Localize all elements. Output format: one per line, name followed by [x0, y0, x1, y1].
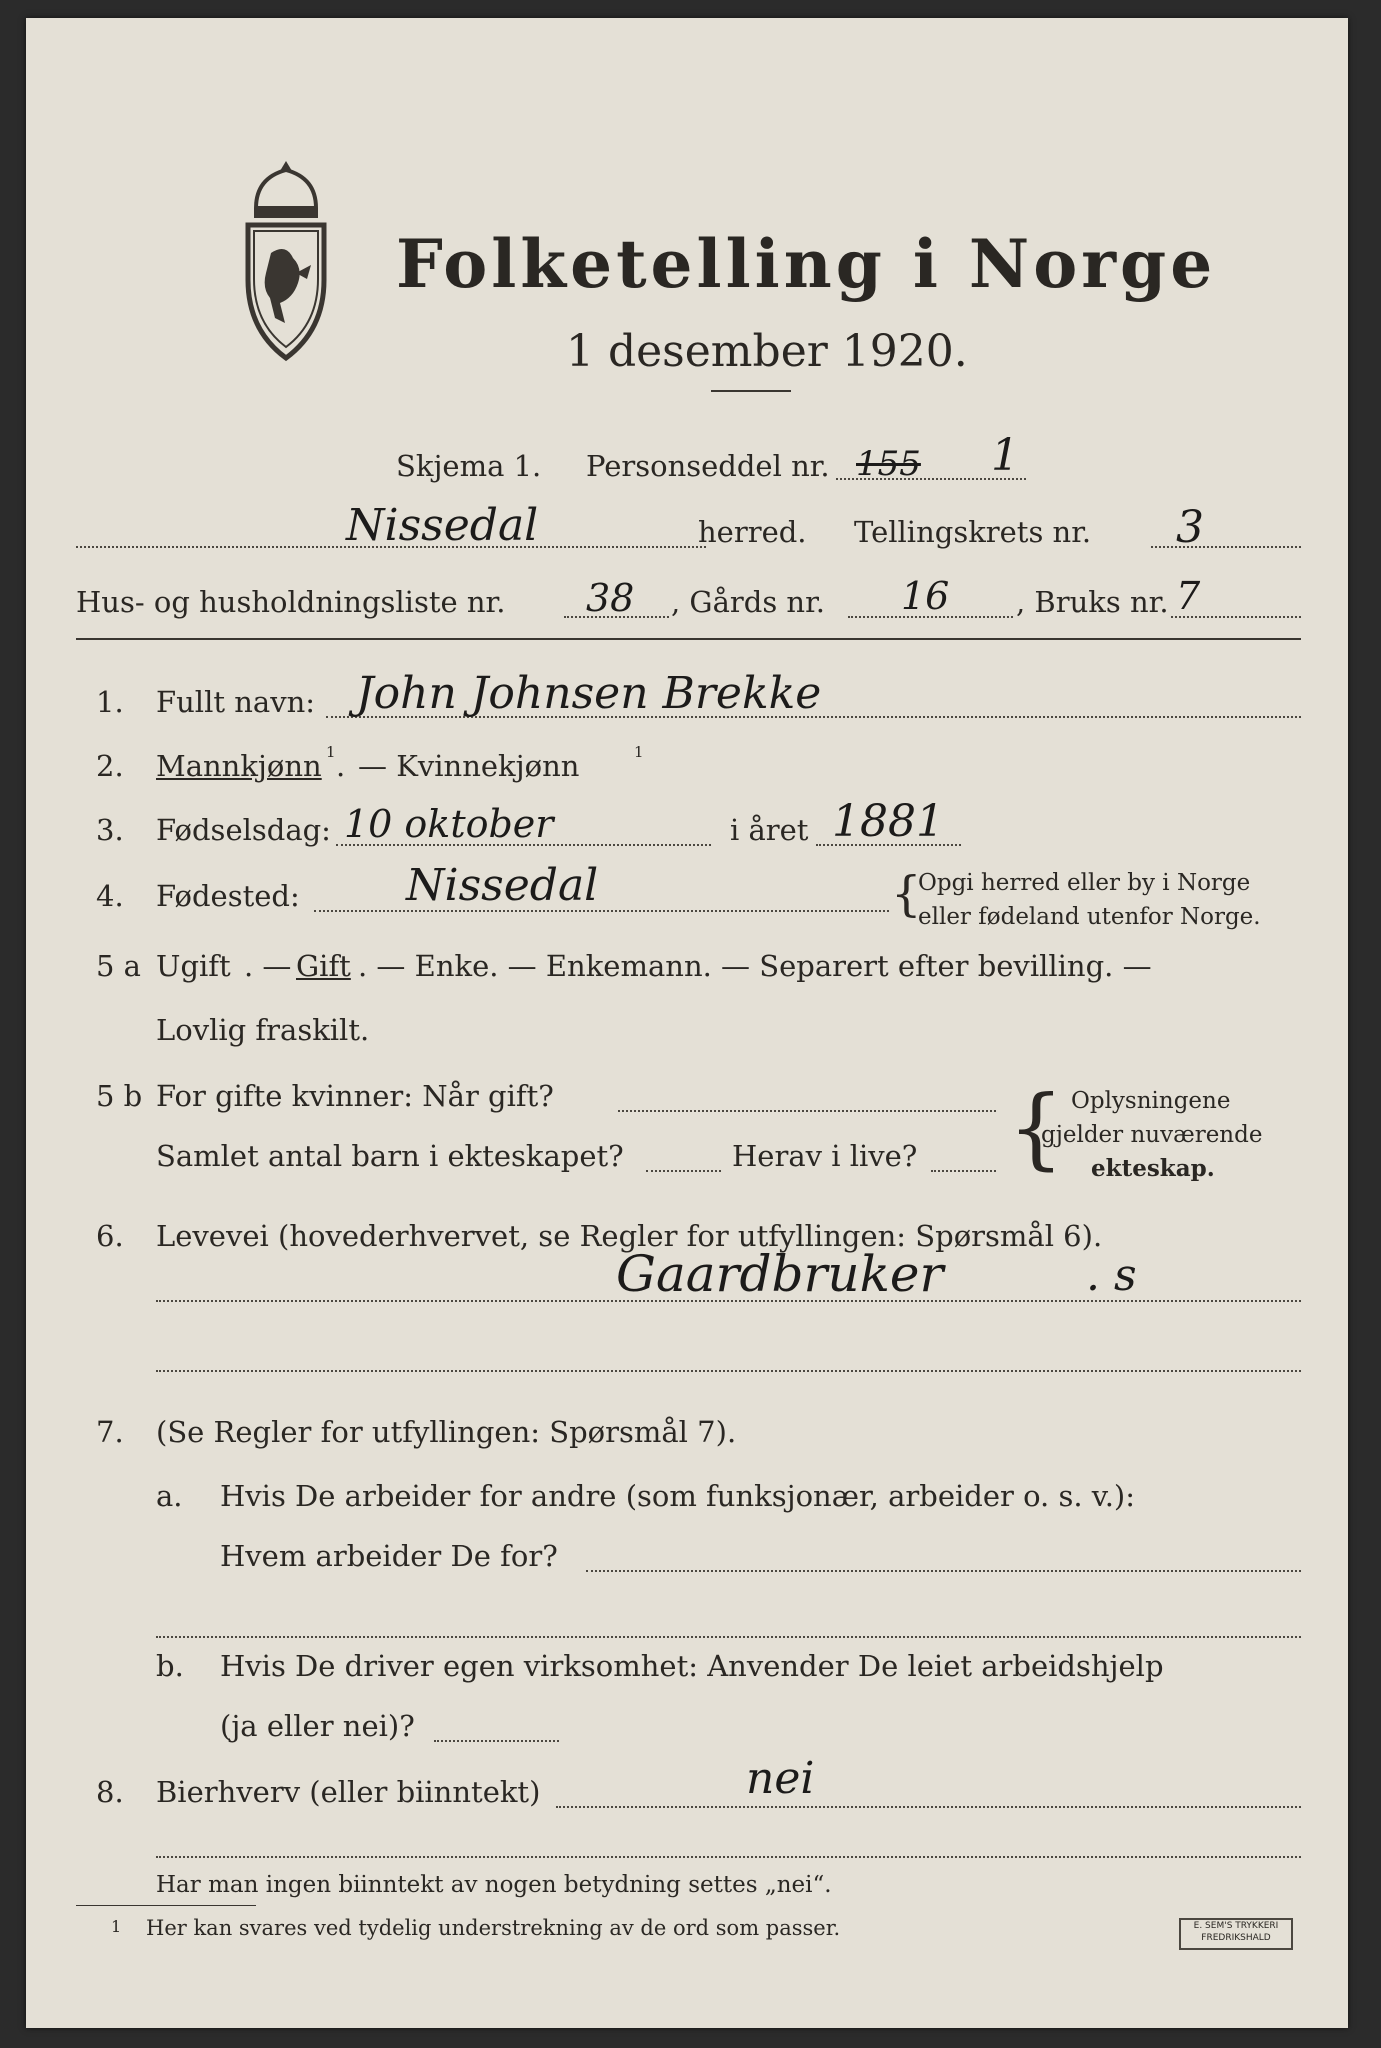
q3-year-value: 1881 [832, 796, 944, 847]
gards-value: 16 [901, 574, 950, 618]
gards-label: , Gårds nr. [671, 585, 825, 619]
q3-label: Fødselsdag: [156, 813, 331, 847]
q7b-letter: b. [156, 1649, 184, 1683]
q6-number: 6. [96, 1219, 124, 1253]
q7-number: 7. [96, 1415, 124, 1449]
q6-value: Gaardbruker [616, 1245, 944, 1303]
q3-value: 10 oktober [344, 802, 554, 846]
q7a-line2: Hvem arbeider De for? [220, 1539, 558, 1573]
q4-number: 4. [96, 879, 124, 913]
q5b-live: Herav i live? [732, 1139, 918, 1173]
q3-number: 3. [96, 813, 124, 847]
q5b-line-1 [618, 1110, 996, 1112]
q4-label: Fødested: [156, 879, 300, 913]
q7b-line2: (ja eller nei)? [220, 1709, 415, 1743]
q8-line [556, 1806, 1301, 1808]
q6-line-2 [156, 1370, 1301, 1372]
herred-label: herred. [698, 515, 807, 549]
q1-value: John Johnsen Brekke [356, 668, 822, 719]
q2-period: . [336, 749, 346, 783]
q4-note-2: eller fødeland utenfor Norge. [918, 904, 1261, 930]
q7b-line [434, 1740, 559, 1742]
q5b-note-2: gjelder nuværende [1041, 1122, 1263, 1148]
q5b-line2: Samlet antal barn i ekteskapet? [156, 1139, 624, 1173]
q5b-label: For gifte kvinner: Når gift? [156, 1079, 554, 1113]
tellingskrets-label: Tellingskrets nr. [854, 515, 1092, 549]
q5b-line-3 [931, 1170, 996, 1172]
printer-stamp-line-2: FREDRIKSHALD [1201, 1933, 1271, 1943]
q3-year-label: i året [730, 813, 809, 847]
q5b-line-2 [646, 1170, 721, 1172]
personseddel-label: Personseddel nr. [586, 449, 830, 483]
q2-number: 2. [96, 749, 124, 783]
q4-note-1: Opgi herred eller by i Norge [918, 870, 1251, 896]
q7a-letter: a. [156, 1479, 183, 1513]
personseddel-struck: 155 [856, 444, 921, 484]
q1-label: Fullt navn: [156, 685, 316, 719]
q5a-line2: Lovlig fraskilt. [156, 1013, 370, 1047]
q8-number: 8. [96, 1775, 124, 1809]
footer-divider [76, 1905, 256, 1906]
q2-mark-1: 1 [326, 743, 336, 761]
q5a-unmarried: Ugift [156, 949, 231, 983]
coat-of-arms-icon [226, 153, 346, 368]
q8-note: Har man ingen biinntekt av nogen betydning settes „nei“. [156, 1872, 832, 1898]
q6-mark: . s [1086, 1250, 1137, 1301]
census-date: 1 desember 1920. [566, 326, 968, 377]
q4-line [314, 910, 889, 912]
header-divider [76, 638, 1301, 640]
q6-label: Levevei (hovederhvervet, se Regler for utfyllingen: Spørsmål 6). [156, 1219, 1103, 1253]
q5a-sep: . — [244, 949, 292, 983]
q5a-number: 5 a [96, 949, 141, 983]
hus-value: 38 [586, 576, 635, 620]
q5a-rest: . — Enke. — Enkemann. — Separert efter bevilling. — [358, 949, 1152, 983]
q7a-line-1 [586, 1570, 1301, 1572]
q2-mark-2: 1 [634, 743, 644, 761]
q8-label: Bierhverv (eller biinntekt) [156, 1775, 541, 1809]
hus-label: Hus- og husholdningsliste nr. [76, 585, 506, 619]
printer-stamp [1179, 1918, 1293, 1950]
printer-stamp-line-1: E. SEM'S TRYKKERI [1193, 1921, 1279, 1931]
q5b-note-3: ekteskap. [1091, 1155, 1215, 1182]
q5b-note-1: Oplysningene [1071, 1088, 1231, 1114]
census-form [26, 18, 1348, 2028]
schema-label: Skjema 1. [396, 449, 542, 483]
footnote-text: Her kan svares ved tydelig understrekning av de ord som passer. [146, 1916, 841, 1940]
form-title: Folketelling i Norge [396, 225, 1217, 303]
q7-label: (Se Regler for utfyllingen: Spørsmål 7). [156, 1415, 737, 1449]
footnote-mark: 1 [111, 1917, 122, 1936]
personseddel-value: 1 [991, 430, 1019, 481]
bruks-label: , Bruks nr. [1016, 585, 1169, 619]
bruks-value: 7 [1176, 574, 1201, 618]
tellingskrets-line [1151, 546, 1301, 548]
q7b-label: Hvis De driver egen virksomhet: Anvender De leiet arbeidshjelp [220, 1649, 1164, 1683]
q7a-label: Hvis De arbeider for andre (som funksjonær, arbeider o. s. v.): [220, 1479, 1136, 1513]
q7a-line-2 [156, 1636, 1301, 1638]
q8-line-2 [156, 1856, 1301, 1858]
q2-male: Mannkjønn [156, 749, 322, 783]
q2-female: — Kvinnekjønn [358, 749, 580, 783]
tellingskrets-value: 3 [1176, 502, 1204, 553]
herred-value: Nissedal [346, 500, 539, 551]
q4-value: Nissedal [406, 860, 599, 911]
q4-brace: { [891, 866, 922, 922]
q5b-brace: { [1008, 1076, 1064, 1179]
q5a-married: Gift [296, 949, 351, 983]
title-divider [711, 390, 791, 392]
q1-number: 1. [96, 685, 124, 719]
q8-value: nei [746, 1753, 815, 1804]
q5b-number: 5 b [96, 1079, 143, 1113]
